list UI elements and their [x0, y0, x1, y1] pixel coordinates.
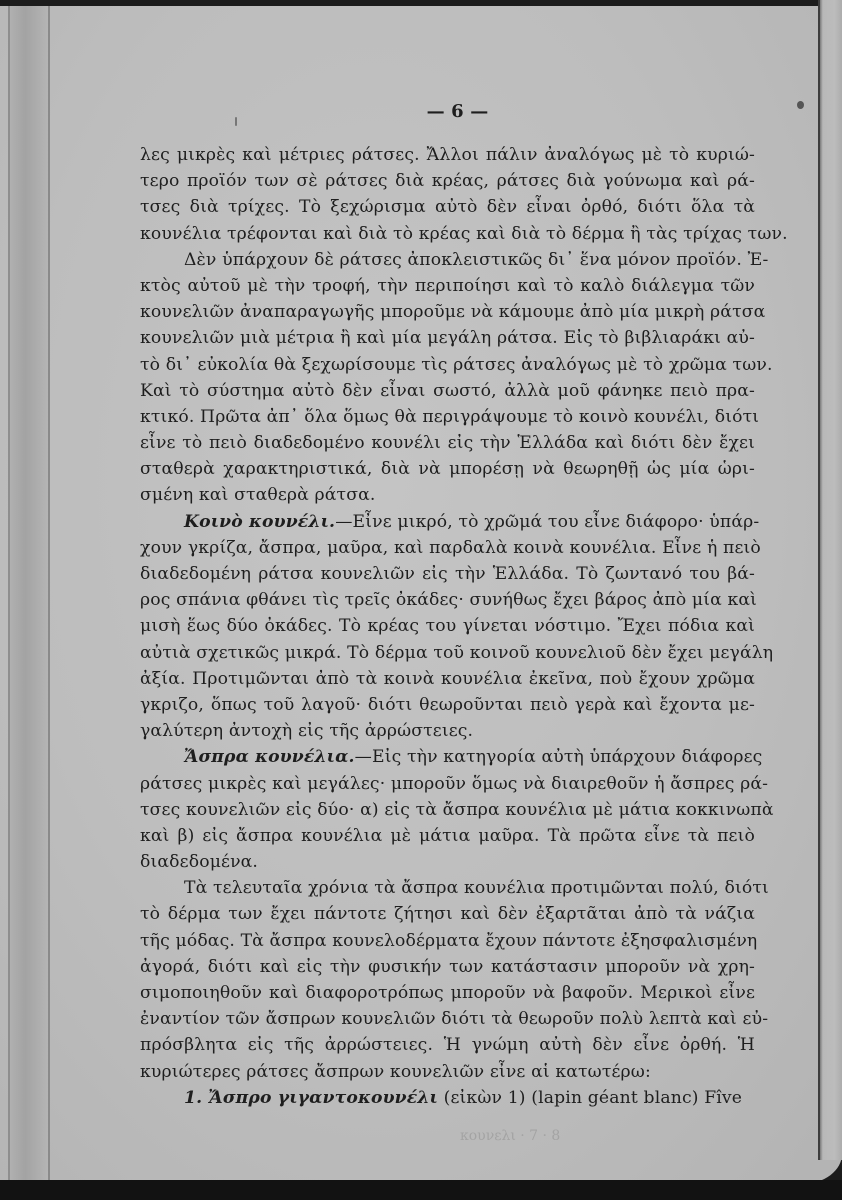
line-text: τὸ δι᾽ εὐκολία θὰ ξεχωρίσουμε τὶς ράτσες ἀναλόγως μὲ τὸ χρῶμα των. [140, 354, 773, 375]
text-line [140, 587, 758, 613]
page-number: — 6 — [426, 101, 489, 122]
text-line [140, 378, 755, 404]
scanner-background [0, 1180, 842, 1200]
text-line [140, 613, 755, 639]
line-text: ἐναντίον τῶν ἄσπρων κουνελιῶν διότι τὰ θεωροῦν πολὺ λεπτὰ καὶ εὐ- [140, 1009, 769, 1030]
line-text: Τὰ τελευταῖα χρόνια τὰ ἄσπρα κουνέλια προτιμῶνται πολύ, διότι [184, 878, 769, 899]
text-line [140, 666, 755, 692]
line-text: κουνελιῶν ἀναπαραγωγῆς μποροῦμε νὰ κάμουμε ἀπὸ μία μικρὴ ράτσα [140, 302, 766, 323]
line-text: διαδεδομένη ράτσα κουνελιῶν εἰς τὴν Ἑλλάδα. Τὸ ζωντανό του βά- [140, 564, 755, 584]
text-line [140, 954, 755, 980]
line-text: —Εἶνε μικρό, τὸ χρῶμά του εἶνε διάφορο· ὑπάρ- [335, 511, 760, 532]
text-line [140, 430, 755, 456]
line-text: τῆς μόδας. Τὰ ἄσπρα κουνελοδέρματα ἔχουν πάντοτε ἐξησφαλισμένη [140, 930, 758, 951]
line-text: τὸ δέρμα των ἔχει πάντοτε ζήτησι καὶ δὲν ἐξαρτᾶται ἀπὸ τὰ νάζια [140, 904, 755, 925]
section-heading: Κοινὸ κουνέλι. [184, 511, 336, 532]
section-heading: 1. Ἄσπρο γιγαντοκουνέλι [184, 1087, 439, 1108]
line-text: πρόσβλητα εἰς τῆς ἀρρώστειες. Ἡ γνώμη αὐτὴ δὲν εἶνε ὀρθή. Ἡ [140, 1035, 755, 1056]
bleed-through-text: κουνελι · 7 · 8 [460, 1128, 561, 1144]
text-line [140, 142, 755, 168]
text-line [140, 299, 766, 325]
line-text: κυριώτερες ράτσες ἄσπρων κουνελιῶν εἶνε αἱ κατωτέρω: [140, 1061, 651, 1082]
section-heading-line [140, 744, 763, 770]
line-text: εἶνε τὸ πειὸ διαδεδομένο κουνέλι εἰς τὴν Ἑλλάδα καὶ διότι δὲν ἔχει [140, 433, 755, 454]
text-line [140, 928, 758, 954]
line-text: —Εἰς τὴν κατηγορία αὐτὴ ὑπάρχουν διάφορες [354, 747, 763, 768]
text-line [140, 273, 755, 299]
text-line [140, 1032, 755, 1058]
line-text: τσες διὰ τρίχες. Τὸ ξεχώρισμα αὐτὸ δὲν εἶναι ὀρθό, διότι ὅλα τὰ [140, 197, 755, 218]
text-line [140, 1006, 769, 1032]
line-text: σιμοποιηθοῦν καὶ διαφοροτρόπως μποροῦν νὰ βαφοῦν. Μερικοὶ εἶνε [140, 983, 755, 1003]
section-heading: Ἄσπρα κουνέλια. [184, 747, 355, 768]
text-line [140, 692, 755, 718]
text-line [140, 404, 760, 430]
text-line [140, 797, 774, 823]
text-line [140, 325, 755, 351]
line-text: Δὲν ὑπάρχουν δὲ ράτσες ἀποκλειστικῶς δι᾽ ἕνα μόνον προϊόν. Ἐ- [184, 249, 769, 270]
ink-speck [797, 101, 804, 109]
line-text: διαδεδομένα. [140, 852, 259, 873]
page-body [140, 100, 788, 1111]
line-text: σταθερὰ χαρακτηριστικά, διὰ νὰ μπορέσῃ νὰ θεωρηθῇ ὡς μία ὡρι- [140, 459, 755, 480]
text-line [140, 352, 773, 378]
text-line [140, 771, 769, 797]
line-text: ἀξία. Προτιμῶνται ἀπὸ τὰ κοινὰ κουνέλια ἐκεῖνα, ποὺ ἔχουν χρῶμα [140, 668, 755, 689]
line-text: (εἰκὼν 1) (lapin géant blanc) Fîve [438, 1087, 743, 1108]
section-heading-line [140, 509, 760, 535]
text-line [140, 849, 755, 875]
text-line [140, 561, 755, 587]
text-line [140, 247, 769, 273]
line-text: Καὶ τὸ σύστημα αὐτὸ δὲν εἶναι σωστό, ἀλλὰ μοῦ φάνηκε πειὸ πρα- [140, 380, 755, 401]
line-text: κουνελιῶν μιὰ μέτρια ἢ καὶ μία μεγάλη ράτσα. Εἰς τὸ βιβλιαράκι αὐ- [140, 328, 755, 349]
text-line [140, 875, 769, 901]
binding-gutter [8, 6, 50, 1184]
line-text: κουνέλια τρέφονται καὶ διὰ τὸ κρέας καὶ διὰ τὸ δέρμα ἢ τὰς τρίχας των. [140, 223, 788, 244]
line-text: καὶ β) εἰς ἄσπρα κουνέλια μὲ μάτια μαῦρα. Τὰ πρῶτα εἶνε τὰ πειὸ [140, 825, 755, 846]
line-text: σμένη καὶ σταθερὰ ράτσα. [140, 485, 376, 506]
text-line [140, 823, 755, 849]
text-line [140, 456, 755, 482]
text-line [140, 168, 755, 194]
page-right-edge [818, 0, 842, 1160]
text-line [140, 194, 755, 220]
text-line [140, 1059, 755, 1085]
line-text: γαλύτερη ἀντοχὴ εἰς τῆς ἀρρώστειες. [140, 721, 474, 742]
text-line [140, 640, 774, 666]
text-line [140, 482, 755, 508]
line-text: γκριζο, ὅπως τοῦ λαγοῦ· διότι θεωροῦνται πειὸ γερὰ καὶ ἔχοντα με- [140, 694, 755, 715]
line-text: αὐτιὰ σχετικῶς μικρά. Τὸ δέρμα τοῦ κοινοῦ κουνελιοῦ δὲν ἔχει μεγάλη [140, 642, 774, 663]
line-text: τερο προϊόν των σὲ ράτσες διὰ κρέας, ράτσες διὰ γούνωμα καὶ ρά- [140, 171, 755, 192]
line-text: τσες κουνελιῶν εἰς δύο· α) εἰς τὰ ἄσπρα κουνέλια μὲ μάτια κοκκινωπὰ [140, 799, 774, 820]
text-line [140, 901, 755, 927]
line-text: λες μικρὲς καὶ μέτριες ράτσες. Ἄλλοι πάλιν ἀναλόγως μὲ τὸ κυριώ- [140, 145, 755, 165]
line-text: μισὴ ἕως δύο ὀκάδες. Τὸ κρέας του γίνεται νόστιμο. Ἔχει πόδια καὶ [140, 616, 755, 637]
text-line [140, 980, 755, 1006]
line-text: ρος σπάνια φθάνει τὶς τρεῖς ὀκάδες· συνήθως ἔχει βάρος ἀπὸ μία καὶ [140, 590, 758, 611]
text-line [140, 718, 755, 744]
text-line [140, 535, 761, 561]
line-text: ράτσες μικρὲς καὶ μεγάλες· μποροῦν ὅμως νὰ διαιρεθοῦν ἡ ἄσπρες ρά- [140, 773, 769, 794]
line-text: χουν γκρίζα, ἄσπρα, μαῦρα, καὶ παρδαλὰ κοινὰ κουνέλια. Εἶνε ἡ πειὸ [140, 537, 761, 558]
body-text [140, 142, 788, 1111]
section-heading-line [140, 1085, 755, 1111]
line-text: ἀγορά, διότι καὶ εἰς τὴν φυσικήν των κατάστασιν μποροῦν νὰ χρη- [140, 956, 755, 977]
text-line [140, 221, 788, 247]
line-text: κτικό. Πρῶτα ἀπ᾽ ὅλα ὅμως θὰ περιγράψουμε τὸ κοινὸ κουνέλι, διότι [140, 406, 760, 427]
line-text: κτὸς αὐτοῦ μὲ τὴν τροφή, τὴν περιποίησι καὶ τὸ καλὸ διάλεγμα τῶν [140, 275, 755, 296]
